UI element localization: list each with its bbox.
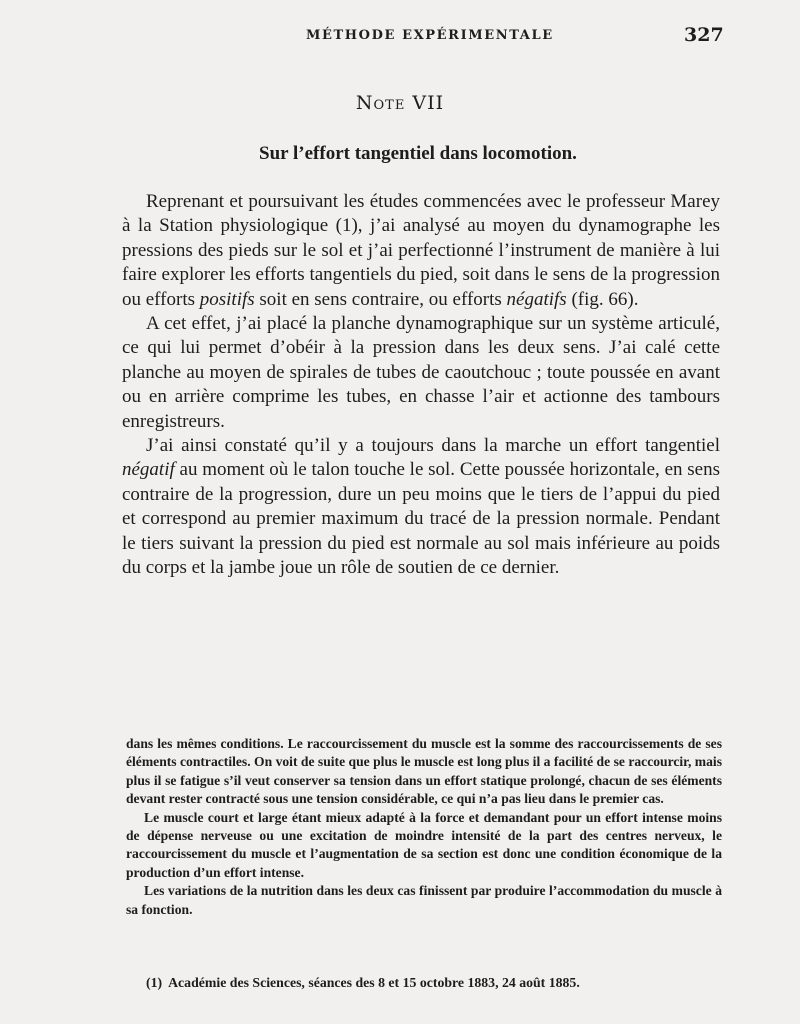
footnote [146,975,746,991]
running-head: MÉTHODE EXPÉRIMENTALE [306,28,554,43]
footnote-mark: (1) [146,975,163,990]
emphasis-negatif: négatif [122,459,175,481]
paragraph-3-text-a: J’ai ainsi constaté qu’il y a toujours dans la marche un effort tangentiel [146,435,720,457]
main-text [122,190,720,581]
paragraph-1-text-c: (fig. 66). [566,288,639,310]
paragraph-2: A cet effet, j’ai placé la planche dynamographique sur un système articulé, ce qui lui permet d’obéir à la pression dans les deux sens. J’ai calé cette planche au moyen de spirales de tubes de caoutchouc ; toute poussée en avant ou en arrière comprime les tubes, en chasse l’air et actionne des tambours enregistreurs. [122,313,720,432]
small-paragraph-1: dans les mêmes conditions. Le raccourcissement du muscle est la somme des raccourcissements de ses éléments contractiles. On voit de suite que plus le muscle est long plus il a facilité de se raccourcir, mais plus il se fatigue s’il veut conserver sa tension dans un effort statique prolongé, chacun de ses éléments devant rester contracté sous une tension considérable, ce qui n’a pas lieu dans le premier cas. [126,736,722,807]
footnote-text: Académie des Sciences, séances des 8 et 15 octobre 1883, 24 août 1885. [168,975,580,990]
note-label: Note VII [355,92,445,114]
paragraph-1-text-b: soit en sens contraire, ou efforts [254,288,507,310]
small-print-block [126,735,722,919]
small-paragraph-3: Les variations de la nutrition dans les deux cas finissent par produire l’accommodation du muscle à sa fonction. [126,883,722,917]
emphasis-negatifs: négatifs [506,288,567,310]
paragraph-3-text-b: au moment où le talon touche le sol. Cette poussée horizontale, en sens contraire de la progression, dure un peu moins que le tiers de l’appui du pied et correspond au premier maximum du tracé de la pression normale. Pendant le tiers suivant la pression du pied est normale au sol mais inférieure au poids du corps et la jambe joue un rôle de soutien de ce dernier. [122,459,720,579]
paragraph-1 [122,190,720,312]
small-paragraph-2: Le muscle court et large étant mieux adapté à la force et demandant pour un effort intense moins de dépense nerveuse ou une excitation de moindre intensité de la part des centres nerveux, le raccourcissement du muscle et l’augmentation de sa section est donc une condition économique de la production d’un effort intense. [126,809,722,880]
paragraph-3 [122,434,720,580]
emphasis-positifs: positifs [199,288,255,310]
page-number: 327 [684,24,724,46]
note-title: Sur l’effort tangentiel dans locomotion. [259,143,577,164]
paragraph-1-text-a: Reprenant et poursuivant les études commencées avec le professeur Marey à la Station physiologique (1), j’ai analysé au moyen du dynamographe les pressions des pieds sur le sol et j’ai perfectionné l’instrument de manière à lui faire explorer les efforts tangentiels du pied, soit dans le sens de la progression ou efforts [122,191,720,310]
